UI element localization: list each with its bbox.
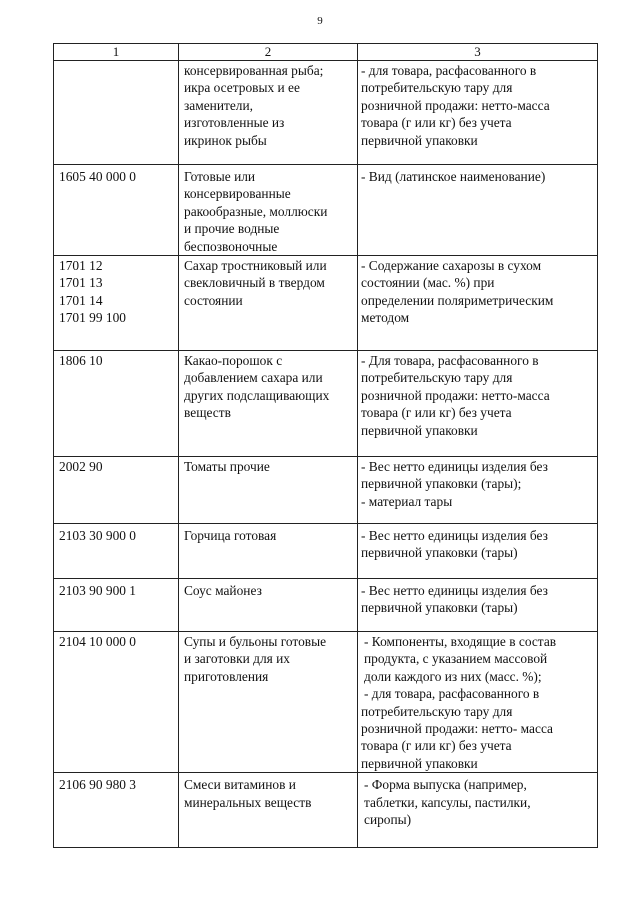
attribute-line: - материал тары bbox=[361, 493, 453, 509]
product-name-line: добавлением сахара или bbox=[184, 370, 323, 386]
attribute-line: таблетки, капсулы, пастилки, bbox=[364, 794, 531, 810]
attributes-cell bbox=[358, 524, 598, 579]
product-name-line: веществ bbox=[184, 405, 231, 421]
attribute-line: сиропы) bbox=[364, 812, 412, 828]
attribute-line: потребительскую тару для bbox=[361, 80, 513, 96]
hs-code-line: 1605 40 000 0 bbox=[59, 169, 136, 184]
table-row bbox=[54, 351, 598, 457]
table-row bbox=[54, 457, 598, 524]
classification-table bbox=[53, 43, 598, 848]
hs-code-cell bbox=[54, 61, 179, 165]
product-name-cell bbox=[179, 632, 358, 773]
attribute-line: первичной упаковки bbox=[361, 422, 478, 438]
product-name-line: консервированные bbox=[184, 186, 291, 202]
attribute-line: - Вес нетто единицы изделия без bbox=[361, 583, 548, 599]
product-name-line: и заготовки для их bbox=[184, 651, 290, 667]
attribute-line: товара (г или кг) без учета bbox=[361, 405, 512, 421]
product-name-line: изготовленные из bbox=[184, 115, 285, 131]
attribute-line: первичной упаковки bbox=[361, 755, 478, 771]
attribute-line: потребительскую тару для bbox=[361, 370, 513, 386]
hs-code-line: 2103 30 900 0 bbox=[59, 528, 136, 544]
attributes-cell bbox=[358, 165, 598, 256]
product-name-cell bbox=[179, 61, 358, 165]
table-row bbox=[54, 524, 598, 579]
product-name-line: Какао-порошок с bbox=[184, 353, 283, 369]
attribute-line: розничной продажи: нетто- масса bbox=[361, 721, 553, 737]
hs-code-line: 2103 90 900 1 bbox=[59, 583, 136, 599]
attribute-line: первичной упаковки bbox=[361, 132, 478, 148]
product-name-line: Томаты прочие bbox=[184, 459, 270, 475]
attribute-line: первичной упаковки (тары) bbox=[361, 600, 518, 616]
product-name-cell bbox=[179, 351, 358, 457]
product-name-line: и прочие водные bbox=[184, 221, 280, 237]
hs-code-line: 1806 10 bbox=[59, 353, 103, 369]
product-name-line: состоянии bbox=[184, 292, 243, 308]
hs-code-line: 2002 90 bbox=[59, 459, 103, 475]
attributes-cell bbox=[358, 773, 598, 848]
product-name-line: консервированная рыба; bbox=[184, 63, 324, 78]
attribute-line: - Вид (латинское наименование) bbox=[361, 169, 546, 184]
product-name-cell bbox=[179, 773, 358, 848]
table-header-row bbox=[54, 44, 598, 61]
product-name-cell bbox=[179, 579, 358, 632]
hs-code-line: 1701 13 bbox=[59, 275, 103, 291]
hs-code-cell bbox=[54, 165, 179, 256]
hs-code-line: 2104 10 000 0 bbox=[59, 634, 136, 650]
attributes-cell bbox=[358, 579, 598, 632]
product-name-cell bbox=[179, 165, 358, 256]
product-name-line: ракообразные, моллюски bbox=[184, 203, 328, 219]
product-name-line: Соус майонез bbox=[184, 583, 262, 599]
attribute-line: - Содержание сахарозы в сухом bbox=[361, 258, 542, 274]
attribute-line: первичной упаковки (тары); bbox=[361, 476, 522, 492]
attribute-line: - для товара, расфасованного в bbox=[361, 63, 537, 78]
product-name-line: икринок рыбы bbox=[184, 132, 267, 148]
product-name-cell bbox=[179, 524, 358, 579]
column-header: 2 bbox=[179, 44, 358, 61]
table-row bbox=[54, 256, 598, 351]
hs-code-cell bbox=[54, 632, 179, 773]
table-row bbox=[54, 579, 598, 632]
product-name-line: Супы и бульоны готовые bbox=[184, 634, 327, 650]
product-name-line: заменители, bbox=[184, 97, 253, 113]
attributes-cell bbox=[358, 256, 598, 351]
product-name-line: Горчица готовая bbox=[184, 528, 277, 544]
attribute-line: - Компоненты, входящие в состав bbox=[364, 634, 557, 650]
product-name-line: икра осетровых и ее bbox=[184, 80, 300, 96]
table-row bbox=[54, 632, 598, 773]
table-row bbox=[54, 773, 598, 848]
attributes-cell bbox=[358, 457, 598, 524]
column-header: 3 bbox=[358, 44, 598, 61]
attribute-line: потребительскую тару для bbox=[361, 703, 513, 719]
attribute-line: продукта, с указанием массовой bbox=[364, 651, 548, 667]
product-name-line: свекловичный в твердом bbox=[184, 275, 325, 291]
attribute-line: состоянии (мас. %) при bbox=[361, 275, 495, 291]
attribute-line: методом bbox=[361, 310, 410, 326]
hs-code-line: 1701 14 bbox=[59, 292, 103, 308]
attribute-line: определении поляриметрическим bbox=[361, 292, 554, 308]
product-name-line: других подслащивающих bbox=[184, 387, 330, 403]
hs-code-cell bbox=[54, 579, 179, 632]
attribute-line: первичной упаковки (тары) bbox=[361, 545, 518, 561]
product-name-line: Смеси витаминов и bbox=[184, 777, 296, 793]
product-name-line: Готовые или bbox=[184, 169, 256, 184]
product-name-line: приготовления bbox=[184, 668, 269, 684]
product-name-line: Сахар тростниковый или bbox=[184, 258, 327, 274]
attribute-line: доли каждого из них (масс. %); bbox=[364, 668, 542, 684]
hs-code-line: 1701 99 100 bbox=[59, 310, 126, 326]
attribute-line: - Для товара, расфасованного в bbox=[361, 353, 539, 369]
hs-code-line: 2106 90 980 3 bbox=[59, 777, 136, 793]
product-name-line: беспозвоночные bbox=[184, 238, 278, 254]
hs-code-cell bbox=[54, 256, 179, 351]
attributes-cell bbox=[358, 351, 598, 457]
hs-code-cell bbox=[54, 524, 179, 579]
attribute-line: - Вес нетто единицы изделия без bbox=[361, 528, 548, 544]
attribute-line: товара (г или кг) без учета bbox=[361, 738, 512, 754]
attribute-line: - для товара, расфасованного в bbox=[364, 686, 540, 702]
hs-code-cell bbox=[54, 773, 179, 848]
hs-code-line: 1701 12 bbox=[59, 258, 103, 274]
table-row bbox=[54, 165, 598, 256]
table-row bbox=[54, 61, 598, 165]
attributes-cell bbox=[358, 632, 598, 773]
hs-code-cell bbox=[54, 457, 179, 524]
product-name-line: минеральных веществ bbox=[184, 794, 312, 810]
attributes-cell bbox=[358, 61, 598, 165]
product-name-cell bbox=[179, 457, 358, 524]
hs-code-cell bbox=[54, 351, 179, 457]
attribute-line: - Форма выпуска (например, bbox=[364, 777, 527, 793]
page-number: 9 bbox=[317, 15, 323, 27]
column-header: 1 bbox=[54, 44, 179, 61]
attribute-line: розничной продажи: нетто-масса bbox=[361, 387, 550, 403]
attribute-line: розничной продажи: нетто-масса bbox=[361, 97, 550, 113]
attribute-line: - Вес нетто единицы изделия без bbox=[361, 459, 548, 475]
product-name-cell bbox=[179, 256, 358, 351]
attribute-line: товара (г или кг) без учета bbox=[361, 115, 512, 131]
